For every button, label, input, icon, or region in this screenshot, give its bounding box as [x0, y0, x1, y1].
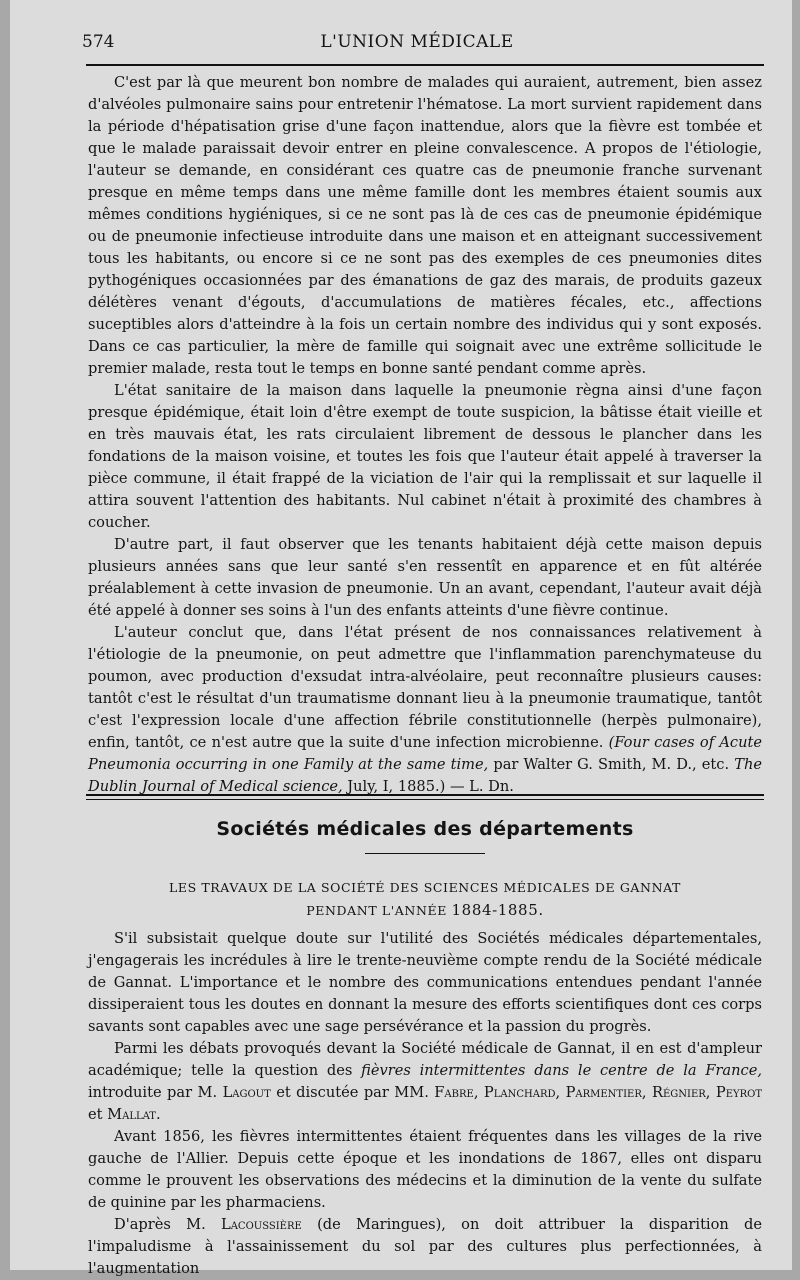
source-journal: The Dublin Journal of Medical science,	[88, 756, 763, 795]
journal-title: L'UNION MÉDICALE	[320, 32, 514, 52]
section-title: Sociétés médicales des départements	[216, 818, 634, 840]
paragraph: Avant 1856, les fièvres intermittentes étaient fréquentes dans les villages de la rive gauche de l'Allier. Depuis cette époque et les inondations de 1867, elles ont disparu comme le prouvent les observations des médecins et la diminution de la vente du sulfate de quinine par les pharmaciens.	[88, 1128, 762, 1211]
paragraph: S'il subsistait quelque doute sur l'utilité des Sociétés médicales départementales, j'engagerais les incrédules à lire le trente-neuvième compte rendu de la Société médicale de Gannat. L'importance et le nombre des communications entendues pendant l'année dissiperaient tous les doutes en donnant la mesure des efforts scientifiques dont ces corps savants sont capables avec une sage persévérance et la passion du progrès.	[88, 930, 762, 1035]
source-author: par Walter G. Smith, M. D., etc.	[493, 756, 730, 773]
paragraph: L'état sanitaire de la maison dans laquelle la pneumonie règna ainsi d'une façon presque épidémique, était loin d'être exempt de toute suspicion, la bâtisse était vieille et en très mauvais état, les rats circulaient librement de dessous le plancher dans les fondations de la maison voisine, et toutes les fois que l'auteur était appelé à traverser la pièce commune, il était frappé de la viciation de l'air qui la remplissait et sur laquelle il attira souvent l'attention des habitants. Nul cabinet n'était à proximité des chambres à coucher.	[88, 382, 762, 531]
paragraph: D'après M. Lacoussière (de Maringues), on doit attribuer la disparition de l'impaludisme à l'assainissement du sol par des cultures plus perfectionnées, à l'augmentation	[88, 1216, 763, 1277]
header-rule	[86, 64, 764, 66]
source-title: (Four cases of Acute Pneumonia occurring in one Family at the same time,	[88, 734, 762, 773]
running-header	[82, 32, 752, 56]
article-subheading	[88, 877, 762, 922]
paragraph	[88, 622, 762, 798]
article-gannat-body	[88, 928, 762, 1280]
author-name: Lacoussière	[221, 1216, 302, 1233]
discussant-name-last: Mallat.	[107, 1106, 161, 1123]
discussant-names: Fabre, Planchard, Parmentier, Régnier, Peyrot	[434, 1084, 762, 1101]
paragraph: C'est par là que meurent bon nombre de malades qui auraient, autrement, bien assez d'alvéoles pulmonaire sains pour entretenir l'hématose. La mort survient rapidement dans la période d'hépatisation grise d'une façon inattendue, alors que la fièvre est tombée et que le malade paraissait devoir entrer en pleine convalescence. A propos de l'étiologie, l'auteur se demande, en considérant ces quatre cas de pneumonie franche survenant presque en même temps dans une même famille dont les membres étaient soumis aux mêmes conditions hygiéniques, si ce ne sont pas là de ces cas de pneumonie épidémique ou de pneumonie infectieuse introduite dans une maison et en atteignant successivement tous les habitants, ou encore si ce ne sont pas des exemples de ces pneumonies dites pythogéniques occasionnées par des émanations de gaz des marais, de produits gazeux délétères venant d'égouts, d'accumulations de matières fécales, etc., affections suceptibles alors d'atteindre à la fois un certain nombre des individus qui y sont exposés. Dans ce cas particulier, la mère de famille qui soignait avec une extrême sollicitude le premier malade, resta tout le temps en bonne santé pendant comme après.	[88, 74, 762, 377]
conclusion-text: L'auteur conclut que, dans l'état présent de nos connaissances relativement à l'étiologie de la pneumonie, on peut admettre que l'inflammation parenchymateuse du poumon, avec production d'exsudat intra-alvéolaire, peut reconnaître plusieurs causes: tantôt c'est le résultat d'un traumatisme donnant lieu à la pneumonie traumatique, tantôt c'est l'expression locale d'une affection fébrile constitutionnelle (herpès pulmonaire), enfin, tantôt, ce n'est autre que la suite d'une infection microbienne.	[88, 624, 762, 751]
section-rule-top	[86, 794, 764, 796]
paragraph: D'autre part, il faut observer que les tenants habitaient déjà cette maison depuis plusieurs années sans que leur santé s'en ressentît en apparence et en fût altérée préalablement à cette invasion de pneumonie. Un an avant, cependant, l'auteur avait déjà été appelé à donner ses soins à l'un des enfants atteints d'une fièvre continue.	[88, 536, 762, 619]
source-date-signature: July, I, 1885.) — L. Dn.	[347, 778, 514, 795]
article-pneumonia-body	[88, 72, 762, 798]
page-number: 574	[82, 32, 115, 52]
subheading-line-1: LES TRAVAUX DE LA SOCIÉTÉ DES SCIENCES MÉDICALES DE GANNAT	[169, 880, 681, 895]
topic-italic: fièvres intermittentes dans le centre de la France,	[361, 1062, 762, 1079]
subheading-line-2: PENDANT L'ANNÉE 1884-1885.	[306, 901, 544, 919]
author-name: Lagout	[222, 1084, 271, 1101]
journal-page	[10, 0, 792, 1277]
title-underline	[365, 853, 485, 854]
paragraph: Parmi les débats provoqués devant la Société médicale de Gannat, il en est d'ampleur académique; telle la question des fièvres intermittentes dans le centre de la France, introduite par M. Lagout et discutée par MM. Fabre, Planchard, Parmentier, Régnier, Peyrot et Mallat.	[88, 1040, 762, 1123]
section-rule-bottom	[86, 799, 764, 800]
